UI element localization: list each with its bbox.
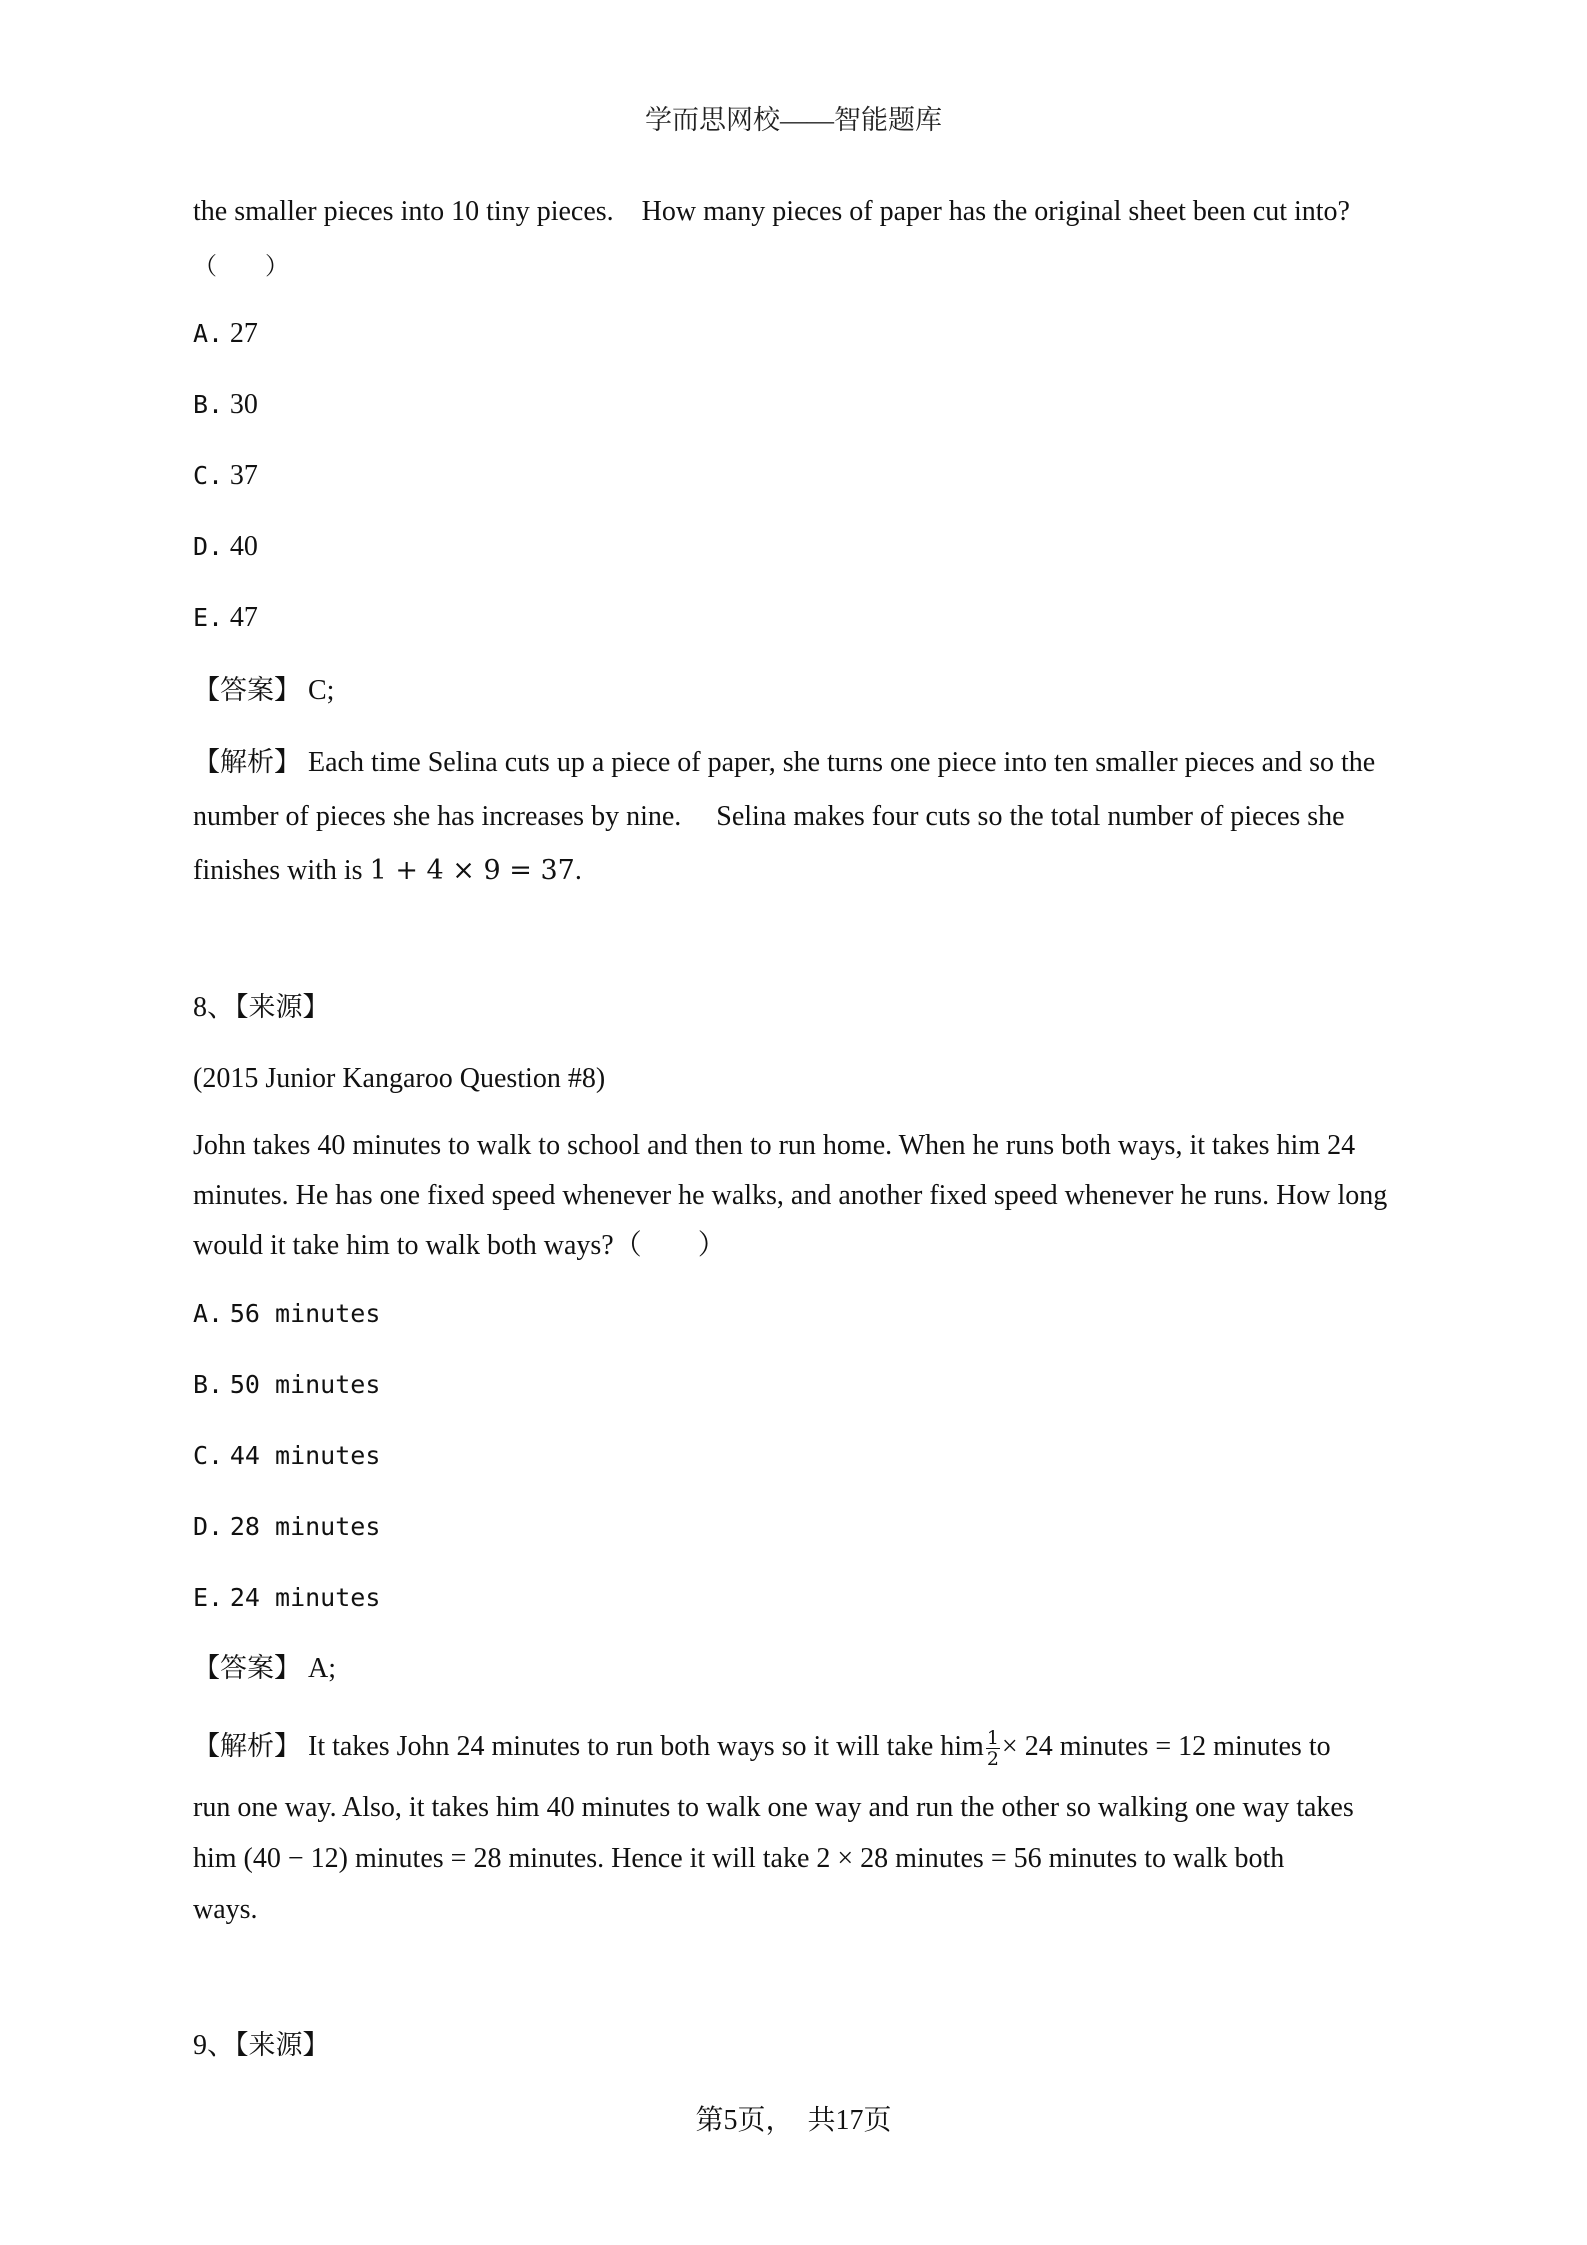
fraction-one-half <box>986 1728 1000 1769</box>
option-value: 24 minutes <box>229 1583 381 1612</box>
q7-answer <box>193 665 334 717</box>
answer-value: A; <box>308 1653 336 1684</box>
q7-option-d <box>193 531 258 563</box>
q7-option-a <box>193 318 258 350</box>
option-value: 27 <box>229 318 258 349</box>
q7-analysis-line3 <box>193 845 582 897</box>
option-value: 40 <box>229 531 258 562</box>
option-value: 30 <box>229 389 258 420</box>
source-tag: 【来源】 <box>235 2030 330 2061</box>
fraction-denominator: 2 <box>986 1748 999 1771</box>
option-letter: B. <box>193 1370 224 1399</box>
analysis-tag: 【解析】 <box>193 747 301 778</box>
analysis-math: 1 + 4 × 9 = 37 <box>369 855 575 886</box>
q8-option-d <box>193 1511 380 1542</box>
option-letter: D. <box>193 1512 224 1541</box>
q7-analysis-line2: number of pieces she has increases by nine. Selina makes four cuts so the total number of pieces she <box>193 801 1345 832</box>
page-header-title: 学而思网校——智能题库 <box>645 105 942 135</box>
option-value: 56 minutes <box>229 1299 381 1328</box>
option-value: 50 minutes <box>229 1370 381 1399</box>
answer-tag: 【答案】 <box>193 1653 301 1684</box>
question-number: 8、 <box>193 992 236 1023</box>
q8-analysis-line3: him (40 − 12) minutes = 28 minutes. Hence it will take 2 × 28 minutes = 56 minutes to walk both <box>193 1843 1285 1874</box>
analysis-text: × 24 minutes = 12 minutes to <box>1001 1731 1331 1762</box>
q8-answer <box>193 1643 336 1695</box>
q8-option-c <box>193 1440 380 1471</box>
q9-heading <box>193 2020 330 2072</box>
answer-tag: 【答案】 <box>193 675 301 706</box>
question-number: 9、 <box>193 2030 236 2061</box>
option-letter: A. <box>193 1299 224 1328</box>
source-tag: 【来源】 <box>235 992 330 1023</box>
option-letter: D. <box>193 532 224 561</box>
q8-option-e <box>193 1582 380 1613</box>
option-letter: B. <box>193 390 224 419</box>
option-letter: A. <box>193 319 224 348</box>
q7-analysis-line1 <box>193 737 1375 789</box>
q8-option-b <box>193 1369 380 1400</box>
option-value: 37 <box>229 460 258 491</box>
option-letter: C. <box>193 1441 224 1470</box>
q7-option-e <box>193 602 258 634</box>
q8-analysis-line2: run one way. Also, it takes him 40 minutes to walk one way and run the other so walking one way takes <box>193 1792 1354 1823</box>
q7-option-c <box>193 460 258 492</box>
page-footer-number: 第5页， 共17页 <box>695 2105 892 2136</box>
option-value: 44 minutes <box>229 1441 381 1470</box>
option-value: 28 minutes <box>229 1512 381 1541</box>
q7-answer-blank: （ ） <box>193 252 289 280</box>
q8-stem-line3: would it take him to walk both ways?（ ） <box>193 1230 726 1261</box>
q8-stem-line1: John takes 40 minutes to walk to school and then to run home. When he runs both ways, it takes him 24 <box>193 1130 1356 1161</box>
q8-heading <box>193 982 330 1034</box>
analysis-text: It takes John 24 minutes to run both ways so it will take him <box>308 1731 984 1762</box>
analysis-tag: 【解析】 <box>193 1731 301 1762</box>
q7-option-b <box>193 389 258 421</box>
analysis-text: finishes with is <box>193 855 370 886</box>
analysis-text: . <box>574 855 582 886</box>
option-value: 47 <box>229 602 258 633</box>
q7-stem-line1: the smaller pieces into 10 tiny pieces. How many pieces of paper has the original sheet been cut into? <box>193 196 1350 227</box>
option-letter: C. <box>193 461 224 490</box>
q8-analysis-line4: ways. <box>193 1894 258 1925</box>
q8-source: (2015 Junior Kangaroo Question #8) <box>193 1063 606 1094</box>
option-letter: E. <box>193 603 224 632</box>
option-letter: E. <box>193 1583 224 1612</box>
q8-option-a <box>193 1298 380 1329</box>
analysis-text: Each time Selina cuts up a piece of paper, she turns one piece into ten smaller pieces and so the <box>308 747 1376 778</box>
q8-analysis-line1 <box>193 1721 1331 1773</box>
fraction-numerator: 1 <box>986 1727 999 1750</box>
answer-value: C; <box>308 675 335 706</box>
q8-stem-line2: minutes. He has one fixed speed whenever he walks, and another fixed speed whenever he runs. How long <box>193 1180 1388 1211</box>
